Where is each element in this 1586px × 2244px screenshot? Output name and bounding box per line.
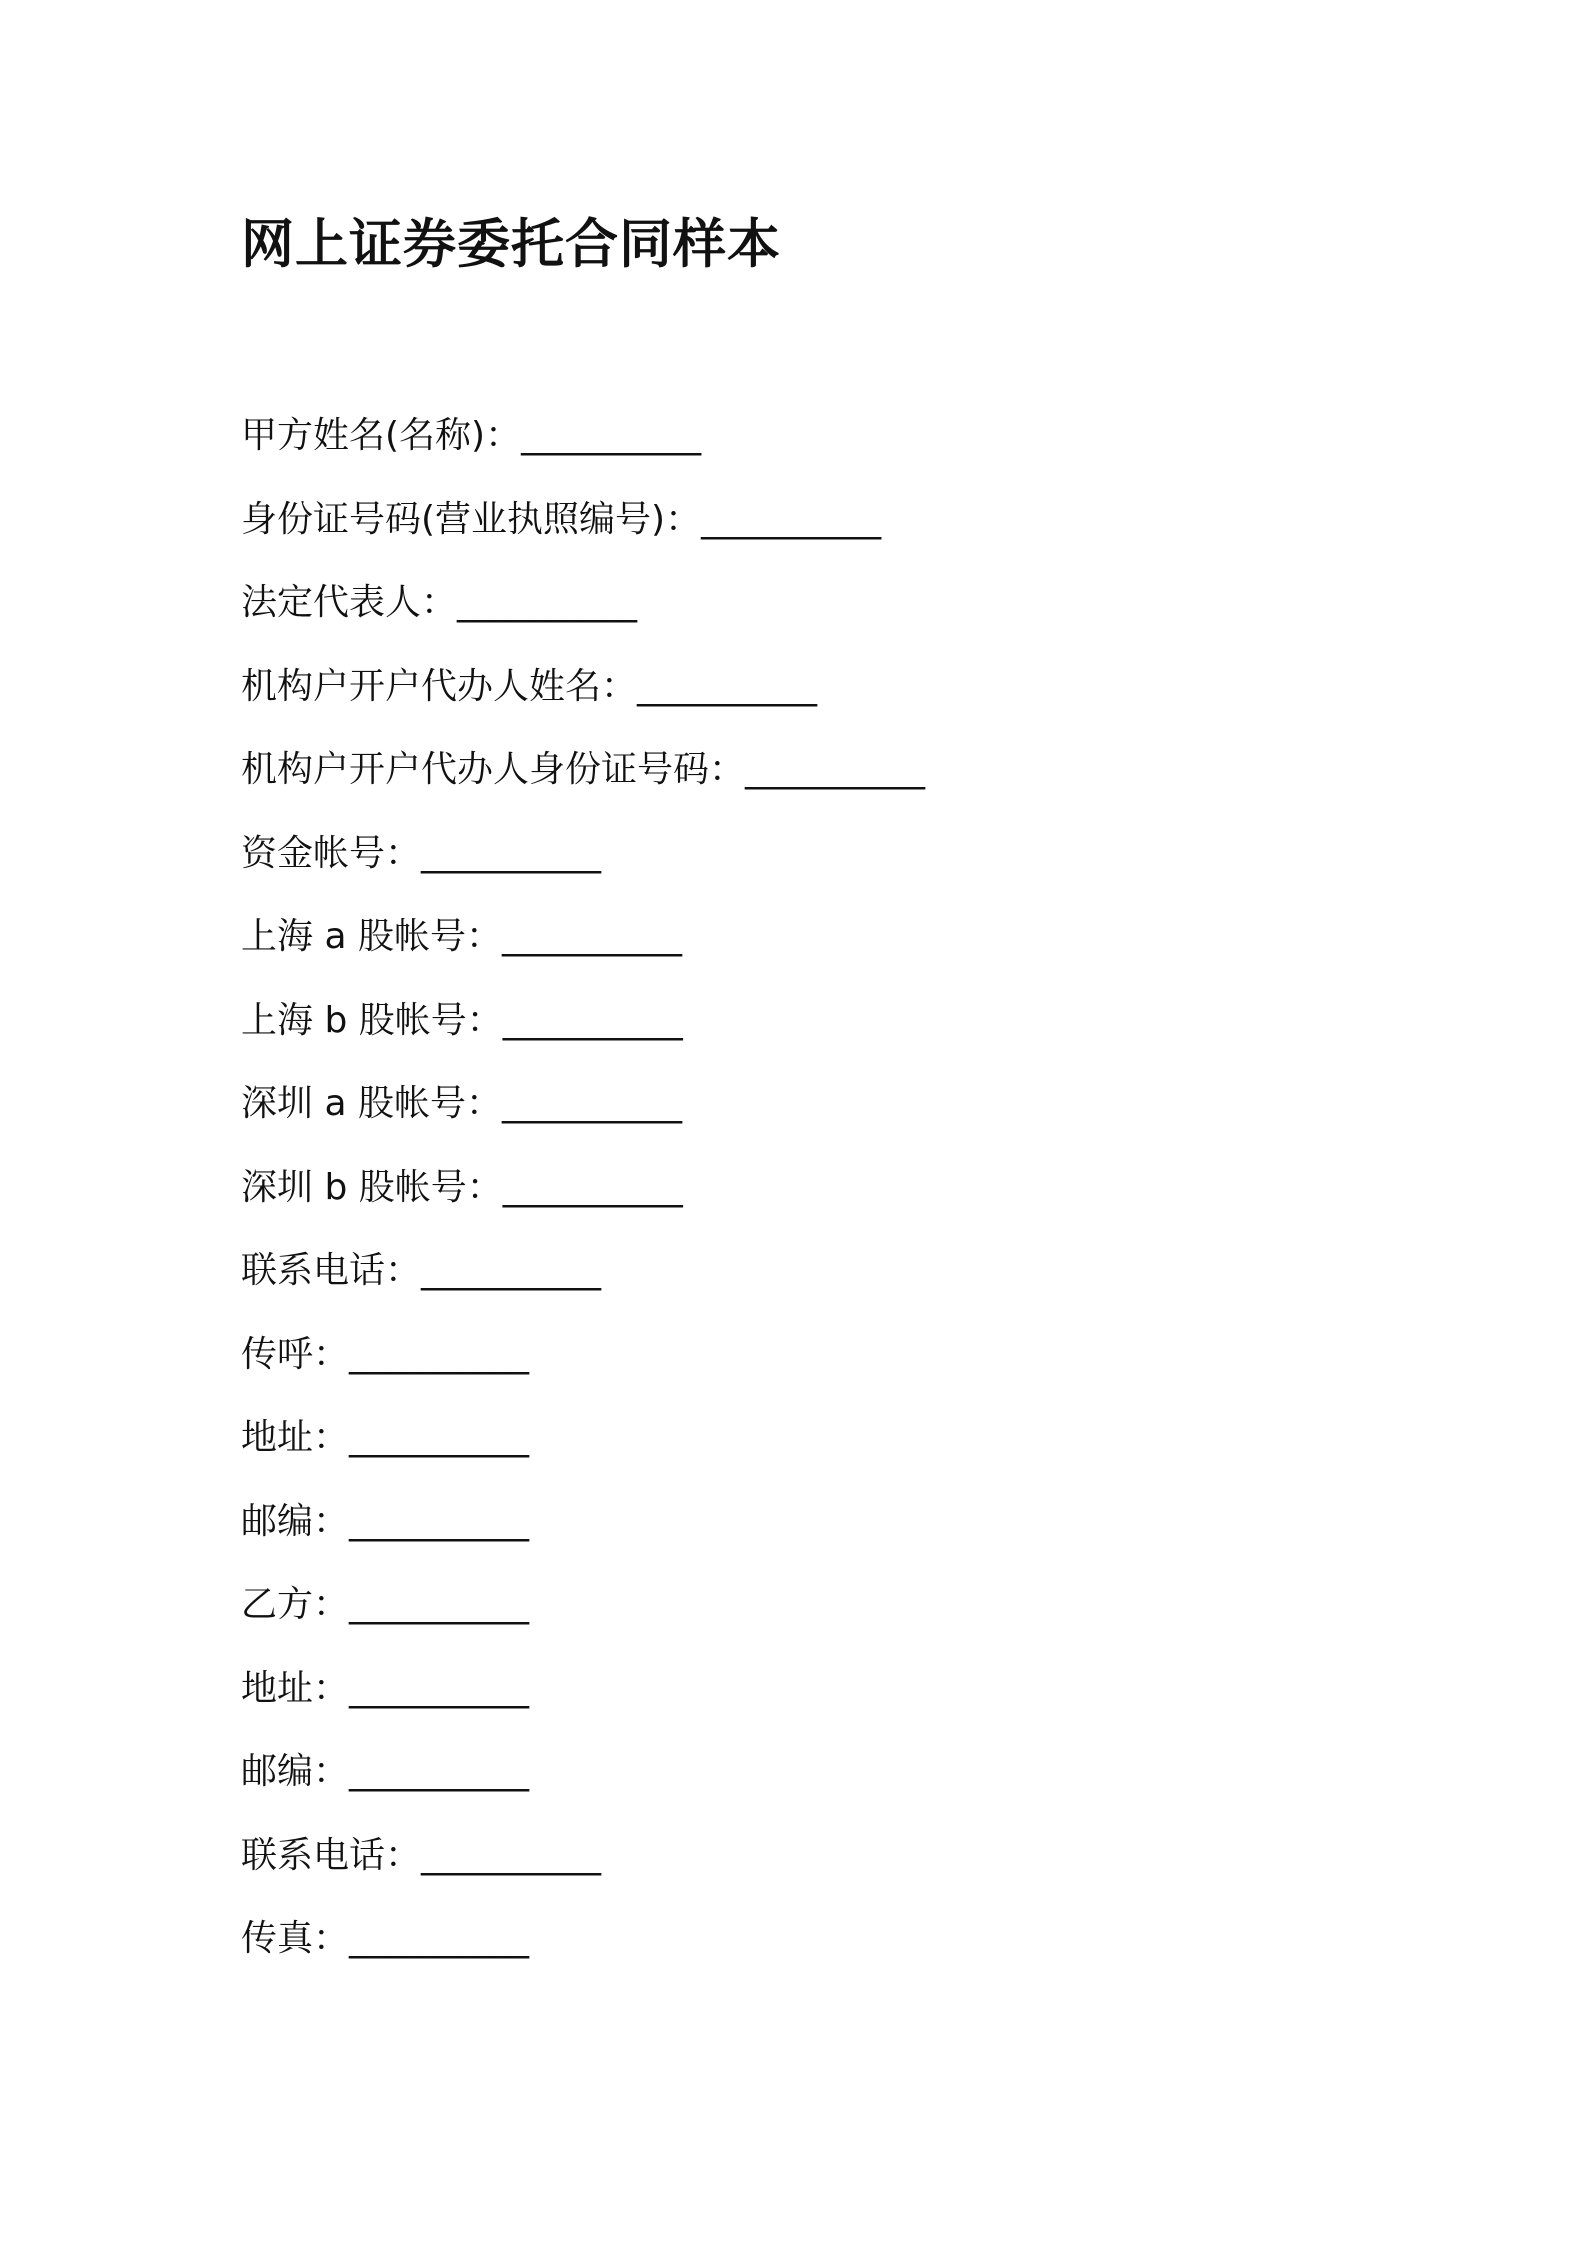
field-agent-name: 机构户开户代办人姓名：__________: [241, 665, 818, 707]
field-party-a-postcode: 邮编：__________: [241, 1500, 530, 1542]
field-shenzhen-b-account: 深圳 b 股帐号：__________: [241, 1166, 683, 1208]
field-party-b-phone: 联系电话：__________: [241, 1834, 602, 1876]
field-party-a-address: 地址：__________: [241, 1417, 530, 1458]
field-party-a-phone: 联系电话：__________: [241, 1250, 602, 1291]
field-fund-account: 资金帐号：__________: [241, 832, 602, 874]
field-shanghai-b-account: 上海 b 股帐号：__________: [241, 999, 683, 1041]
field-party-b-postcode: 邮编：__________: [241, 1751, 530, 1792]
form-field-list: [241, 406, 925, 1993]
field-agent-id-number: 机构户开户代办人身份证号码：__________: [241, 749, 926, 790]
field-legal-representative: 法定代表人：__________: [241, 582, 638, 623]
field-party-a-name: 甲方姓名(名称)：__________: [241, 415, 702, 456]
field-shenzhen-a-account: 深圳 a 股帐号：__________: [241, 1083, 682, 1124]
document-title: 网上证券委托合同样本: [241, 214, 781, 275]
field-fax: 传真：__________: [241, 1918, 530, 1959]
field-pager: 传呼：__________: [241, 1333, 530, 1375]
field-id-number: 身份证号码(营业执照编号)：__________: [241, 498, 882, 540]
field-shanghai-a-account: 上海 a 股帐号：__________: [241, 916, 682, 957]
field-party-b: 乙方：__________: [241, 1584, 530, 1625]
field-party-b-address: 地址：__________: [241, 1667, 530, 1709]
